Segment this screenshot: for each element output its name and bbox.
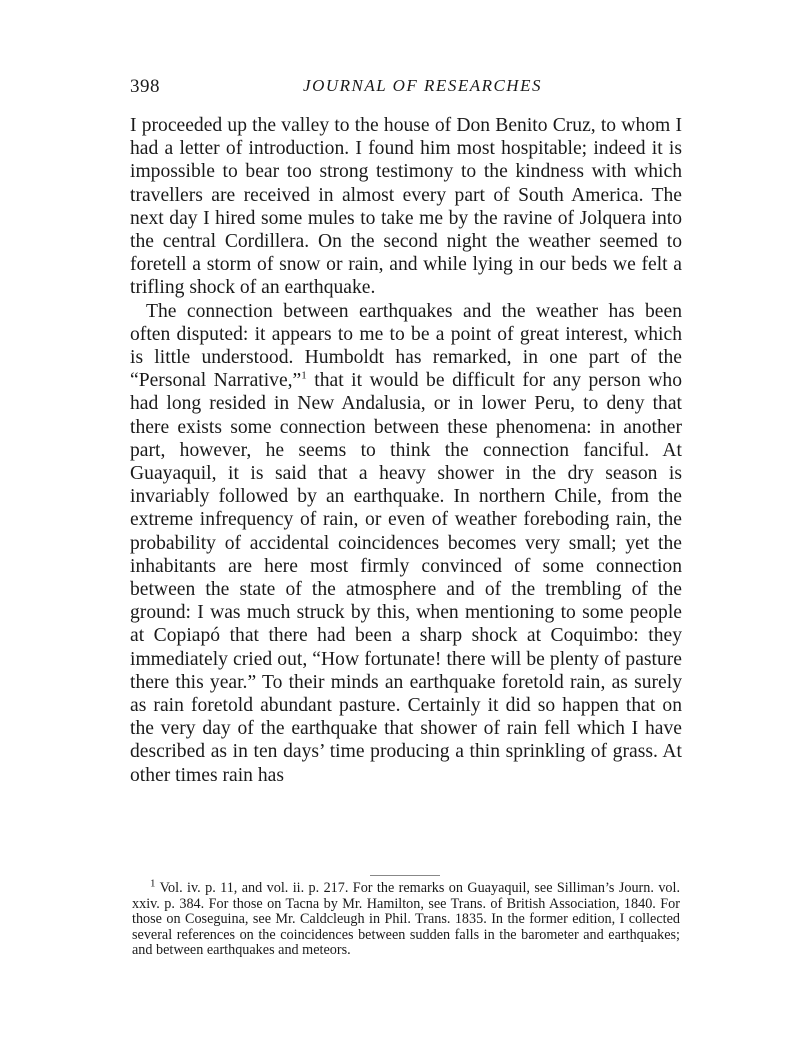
- body-text: [130, 114, 682, 787]
- footnote-1: [132, 877, 680, 959]
- paragraph-1: I proceeded up the valley to the house of Don Benito Cruz, to whom I had a letter of introduction. I found him most hospitable; indeed it is impossible to bear too strong testimony to the kindness with which travellers are received in almost every part of South America. The next day I hired some mules to take me by the ravine of Jolquera into the central Cordillera. On the second night the weather seemed to foretell a storm of snow or rain, and while lying in our beds we felt a trifling shock of an earthquake.: [130, 115, 682, 299]
- paragraph-2-text-a: The connection between earthquakes and the weather has been often disputed: it appears to me to be a point of great interest, which is little understood. Humboldt has remarked, in one part of the “Personal Narrative,”: [130, 300, 682, 392]
- page-header: [130, 76, 685, 102]
- footnotes: [132, 877, 680, 959]
- footnote-mark: 1: [150, 877, 156, 890]
- footnote-divider: [370, 875, 440, 876]
- footnote-text: Vol. iv. p. 11, and vol. ii. p. 217. For the remarks on Guayaquil, see Silliman’s Journ. vol. xxiv. p. 384. For those on Tacna by Mr. Hamilton, see Trans. of British Association, 1840. For those on Coseguina, see Mr. Caldcleugh in Phil. Trans. 1835. In the former edition, I collected several references on the coincidences between sudden falls in the barometer and earthquakes; and between earthquakes and meteors.: [132, 880, 680, 959]
- paragraph-2: [130, 300, 682, 787]
- footnote-reference-mark: 1: [301, 369, 307, 382]
- running-head: JOURNAL OF RESEARCHES: [303, 76, 542, 95]
- paragraph-2-text-b: that it would be difficult for any person who had long resided in New Andalusia, or in lower Peru, to deny that there exists some connection between these phenomena: in another part, however, he seems to think the connection fanciful. At Guayaquil, it is said that a heavy shower in the dry season is invariably followed by an earthquake. In northern Chile, from the extreme infrequency of rain, or even of weather foreboding rain, the probability of accidental coincidences becomes very small; yet the inhabitants are here most firmly convinced of some connection between the state of the atmosphere and of the trembling of the ground: I was much struck by this, when mentioning to some people at Copiapó that there had been a sharp shock at Coquimbo: they immediately cried out, “How fortunate! there will be plenty of pasture there this year.” To their minds an earthquake foretold rain, as surely as rain foretold abundant pasture. Certainly it did so happen that on the very day of the earthquake that shower of rain fell which I have described as in ten days’ time producing a thin sprinkling of grass. At other times rain has: [130, 370, 682, 786]
- page-number: 398: [130, 76, 160, 97]
